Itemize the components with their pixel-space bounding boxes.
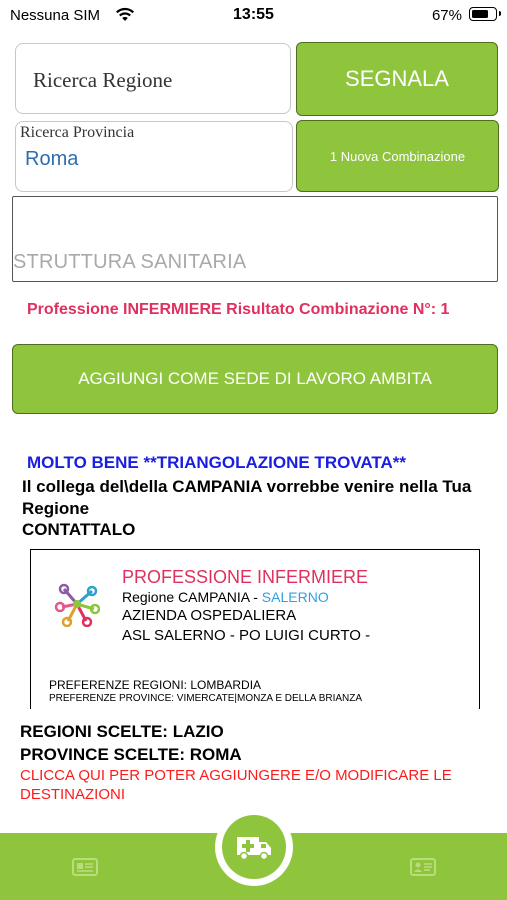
- card-region: [122, 589, 329, 605]
- province-search-input[interactable]: [15, 121, 293, 192]
- battery-percent: 67%: [431, 7, 462, 24]
- chosen-regions: REGIONI SCELTE: LAZIO: [20, 722, 224, 741]
- card-title: PROFESSIONE INFERMIERE: [122, 567, 369, 587]
- newspaper-icon[interactable]: [72, 857, 98, 877]
- chosen-provinces: PROVINCE SCELTE: ROMA: [20, 745, 242, 764]
- card-asl: ASL SALERNO - PO LUIGI CURTO -: [122, 627, 371, 644]
- health-facility-input[interactable]: [12, 196, 498, 282]
- province-search-value: Roma: [25, 148, 79, 170]
- new-combination-button[interactable]: 1 Nuova Combinazione: [296, 120, 499, 192]
- network-logo-icon: [54, 581, 100, 627]
- combination-result: Professione INFERMIERE Risultato Combinazione N°: 1: [27, 301, 450, 318]
- status-bar: [0, 0, 507, 32]
- add-workplace-button[interactable]: AGGIUNGI COME SEDE DI LAVORO AMBITA: [12, 344, 498, 414]
- card-preferred-regions: PREFERENZE REGIONI: LOMBARDIA: [49, 678, 262, 692]
- card-preferred-provinces: PREFERENZE PROVINCE: VIMERCATE|MONZA E DELLA BRIANZA: [49, 693, 363, 704]
- match-headline: MOLTO BENE **TRIANGOLAZIONE TROVATA**: [27, 453, 407, 472]
- region-search-input[interactable]: [15, 43, 291, 114]
- contact-link[interactable]: CONTATTALO: [22, 520, 136, 539]
- segnala-button[interactable]: SEGNALA: [296, 42, 498, 116]
- colleague-card[interactable]: [30, 549, 480, 709]
- id-card-icon[interactable]: [410, 857, 436, 877]
- edit-destinations-link[interactable]: CLICCA QUI PER POTER AGGIUNGERE E/O MODIFICARE LE DESTINAZIONI: [20, 767, 452, 803]
- card-region-prefix: Regione CAMPANIA -: [122, 589, 262, 605]
- clock: 13:55: [233, 6, 274, 23]
- battery-icon: [469, 7, 497, 21]
- health-facility-placeholder: STRUTTURA SANITARIA: [13, 251, 247, 273]
- carrier-label: Nessuna SIM: [10, 7, 101, 24]
- match-message: Il collega del\della CAMPANIA vorrebbe venire nella Tua Regione: [22, 477, 472, 518]
- ambulance-icon[interactable]: [222, 815, 286, 879]
- province-search-label: Ricerca Provincia: [20, 124, 135, 141]
- card-azienda: AZIENDA OSPEDALIERA: [122, 607, 297, 624]
- region-search-placeholder: Ricerca Regione: [33, 68, 173, 92]
- card-region-city: SALERNO: [261, 589, 329, 605]
